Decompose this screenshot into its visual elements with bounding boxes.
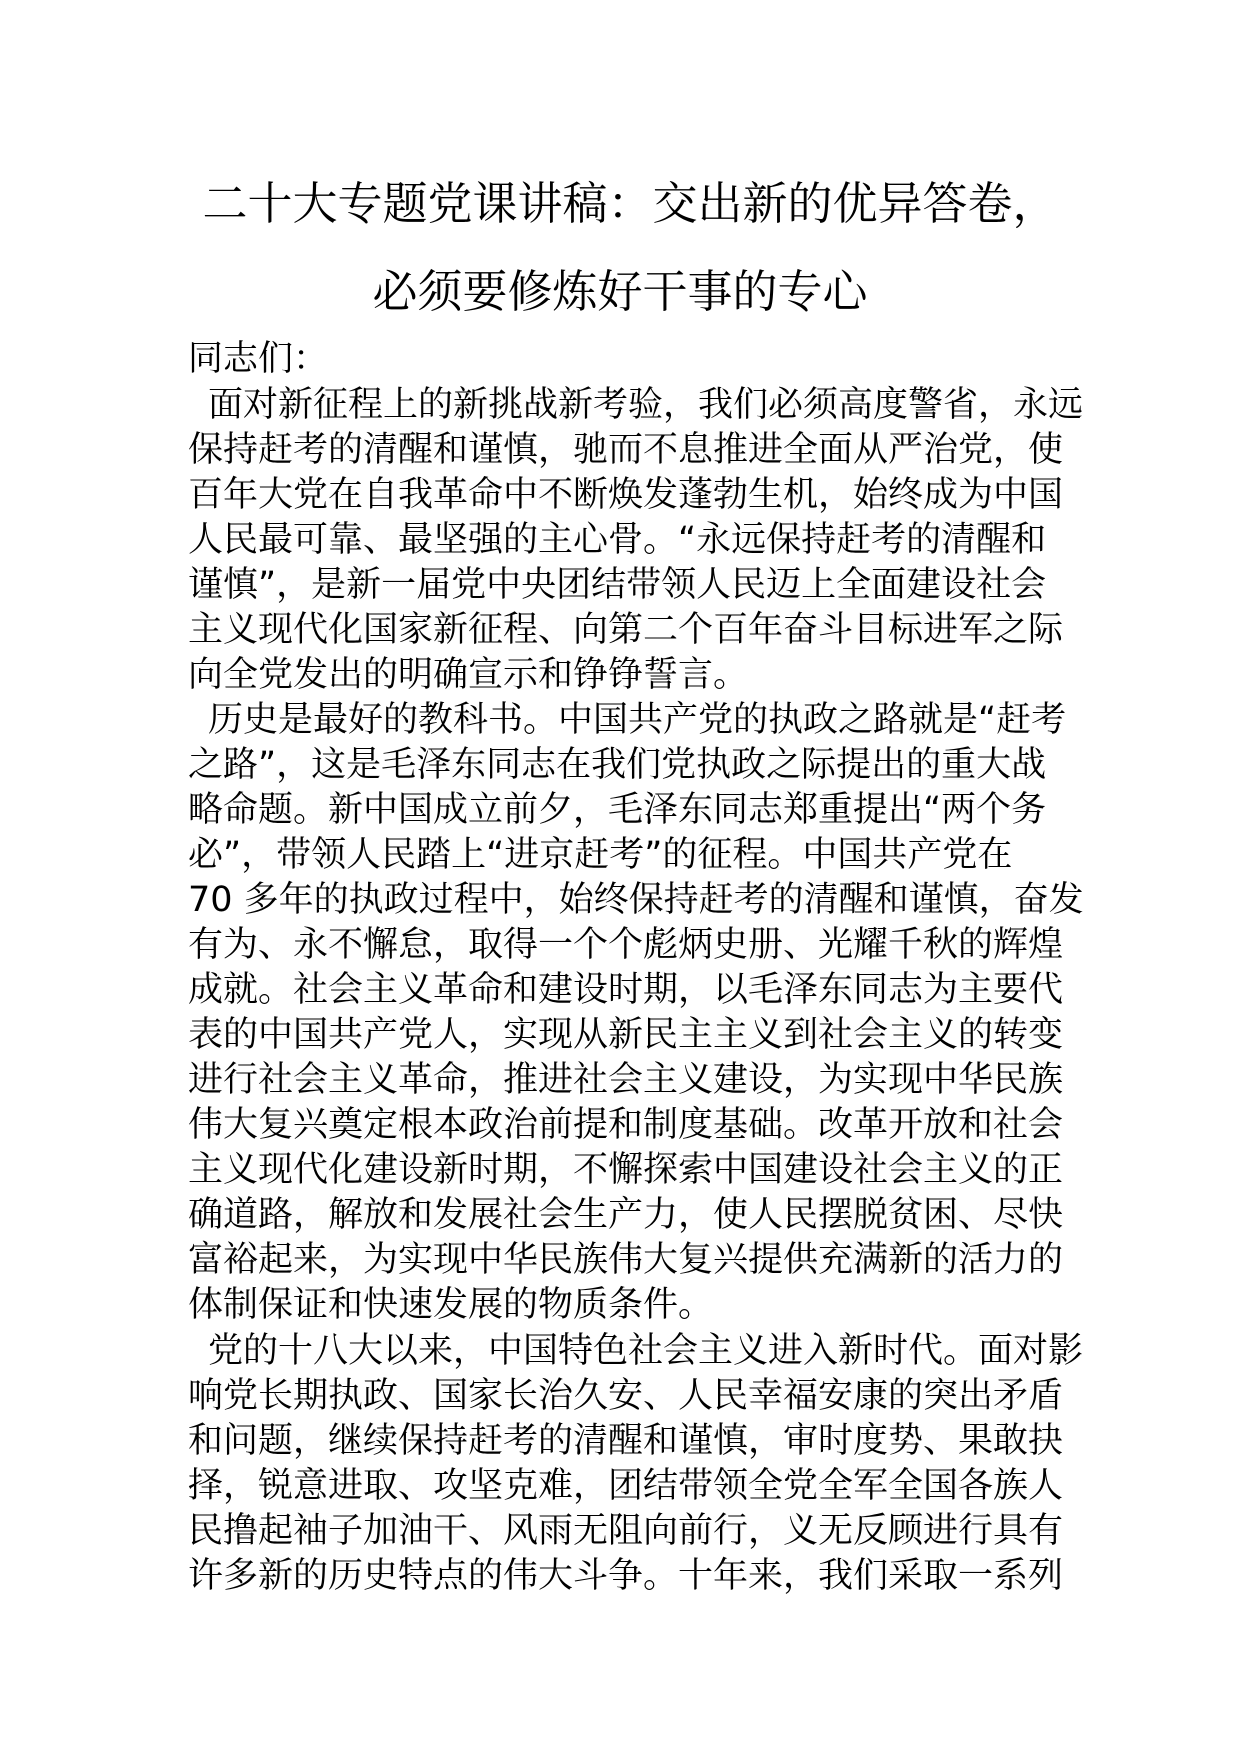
paragraph-line: 百年大党在自我革命中不断焕发蓬勃生机，始终成为中国 xyxy=(188,475,1064,515)
document-title-line-1: 二十大专题党课讲稿：交出新的优异答卷， xyxy=(202,177,1058,230)
paragraph-line: 和问题，继续保持赶考的清醒和谨慎，审时度势、果敢抉 xyxy=(188,1421,1064,1461)
paragraph-line: 历史是最好的教科书。中国共产党的执政之路就是“赶考 xyxy=(208,700,1067,740)
paragraph-line: 70 多年的执政过程中，始终保持赶考的清醒和谨慎，奋发 xyxy=(188,880,1084,920)
paragraph-line: 择，锐意进取、攻坚克难，团结带领全党全军全国各族人 xyxy=(188,1466,1064,1506)
paragraph-line: 党的十八大以来，中国特色社会主义进入新时代。面对影 xyxy=(208,1331,1084,1371)
paragraph-line: 必”，带领人民踏上“进京赶考”的征程。中国共产党在 xyxy=(188,835,1013,875)
paragraph-line: 主义现代化国家新征程、向第二个百年奋斗目标进军之际 xyxy=(188,610,1064,650)
paragraph-line: 成就。社会主义革命和建设时期，以毛泽东同志为主要代 xyxy=(188,970,1064,1010)
greeting: 同志们： xyxy=(188,339,329,379)
paragraph-line: 保持赶考的清醒和谨慎，驰而不息推进全面从严治党，使 xyxy=(188,430,1064,470)
paragraph-line: 表的中国共产党人，实现从新民主主义到社会主义的转变 xyxy=(188,1015,1064,1055)
paragraph-line: 向全党发出的明确宣示和铮铮誓言。 xyxy=(188,655,749,695)
paragraph-line: 进行社会主义革命，推进社会主义建设，为实现中华民族 xyxy=(188,1060,1064,1100)
paragraph-line: 伟大复兴奠定根本政治前提和制度基础。改革开放和社会 xyxy=(188,1105,1064,1145)
paragraph-line: 有为、永不懈怠，取得一个个彪炳史册、光耀千秋的辉煌 xyxy=(188,925,1064,965)
paragraph-line: 富裕起来，为实现中华民族伟大复兴提供充满新的活力的 xyxy=(188,1240,1064,1280)
paragraph-1 xyxy=(188,383,1084,698)
paragraph-line: 体制保证和快速发展的物质条件。 xyxy=(188,1285,714,1325)
paragraph-line: 面对新征程上的新挑战新考验，我们必须高度警省，永远 xyxy=(208,385,1084,425)
paragraph-2 xyxy=(188,698,1084,1328)
paragraph-line: 许多新的历史特点的伟大斗争。十年来，我们采取一系列 xyxy=(188,1556,1064,1596)
paragraph-3 xyxy=(188,1329,1084,1599)
paragraph-line: 谨慎”，是新一届党中央团结带领人民迈上全面建设社会 xyxy=(188,565,1047,605)
paragraph-line: 确道路，解放和发展社会生产力，使人民摆脱贫困、尽快 xyxy=(188,1195,1064,1235)
paragraph-line: 响党长期执政、国家长治久安、人民幸福安康的突出矛盾 xyxy=(188,1376,1064,1416)
document-title-line-2: 必须要修炼好干事的专心 xyxy=(372,265,868,318)
paragraph-line: 民撸起袖子加油干、风雨无阻向前行，义无反顾进行具有 xyxy=(188,1511,1064,1551)
paragraph-line: 主义现代化建设新时期，不懈探索中国建设社会主义的正 xyxy=(188,1150,1064,1190)
paragraph-line: 之路”，这是毛泽东同志在我们党执政之际提出的重大战 xyxy=(188,745,1047,785)
paragraph-line: 略命题。新中国成立前夕，毛泽东同志郑重提出“两个务 xyxy=(188,790,1047,830)
paragraph-line: 人民最可靠、最坚强的主心骨。“永远保持赶考的清醒和 xyxy=(188,520,1047,560)
